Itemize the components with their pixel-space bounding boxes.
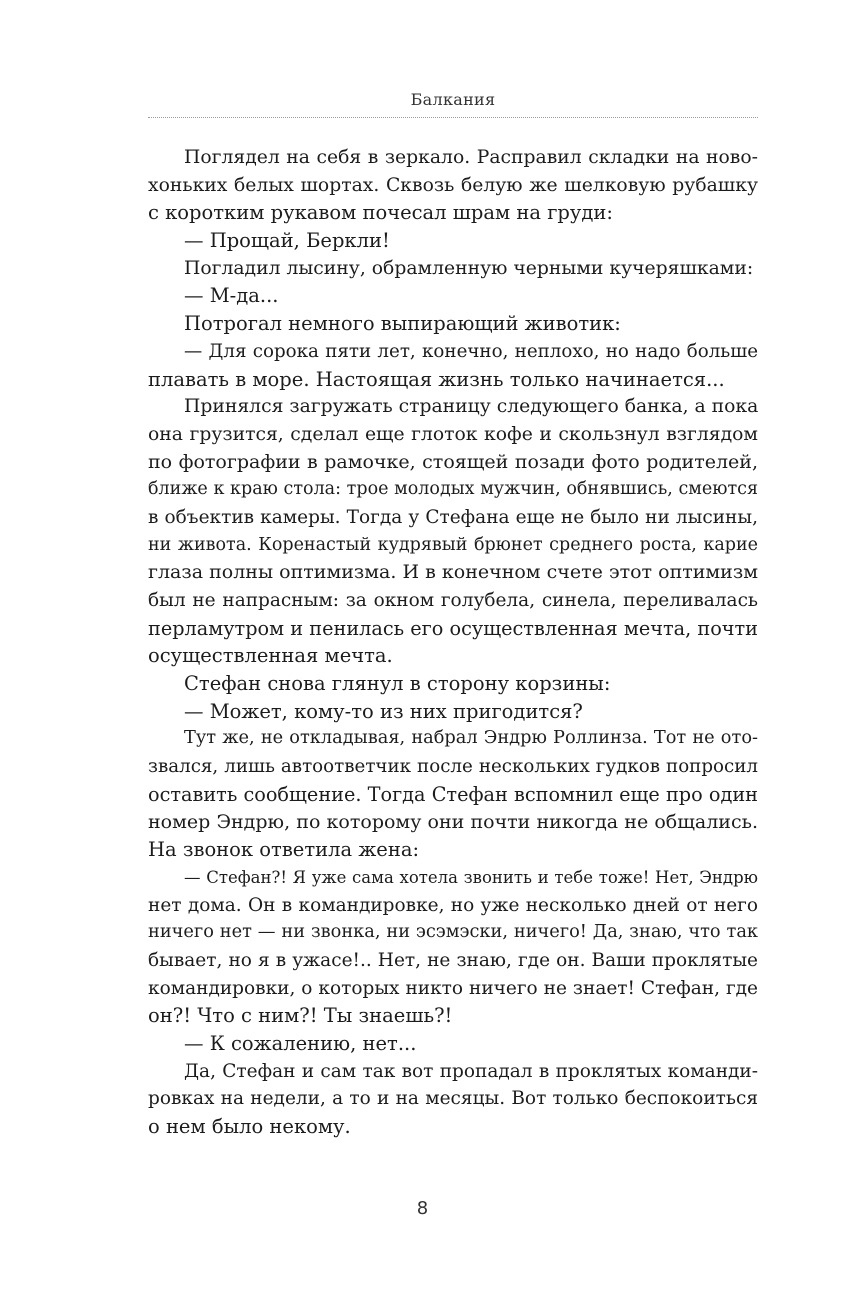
running-head: Балкания (410, 90, 496, 109)
text-line: ни живота. Коренастый кудрявый брюнет среднего роста, карие (148, 534, 758, 555)
text-line: хоньких белых шортах. Сквозь белую же шелковую рубашку (148, 174, 758, 196)
text-line: плавать в море. Настоящая жизнь только начинается... (148, 367, 725, 391)
text-line: осуществленная мечта. (148, 644, 393, 668)
text-line: оставить сообщение. Тогда Стефан вспомнил еще про один (148, 782, 758, 806)
text-line: она грузится, сделал еще глоток кофе и скользнул взглядом (148, 423, 758, 445)
text-line: был не напрасным: за окном голубела, синела, переливалась (148, 590, 758, 611)
text-line: Потрогал немного выпирающий животик: (184, 312, 621, 336)
text-line: ровках на недели, а то и на месяцы. Вот только беспокоиться (148, 1088, 758, 1110)
text-line: Стефан снова глянул в сторону корзины: (184, 672, 611, 696)
text-line: Да, Стефан и сам так вот пропадал в проклятых команди- (184, 1060, 758, 1082)
text-line: о нем было некому. (148, 1115, 351, 1139)
text-line: — К сожалению, нет... (184, 1032, 417, 1055)
text-line: с коротким рукавом почесал шрам на груди: (148, 201, 613, 225)
text-line: Погладил лысину, обрамленную черными кучеряшками: (184, 257, 754, 279)
text-line: Тут же, не откладывая, набрал Эндрю Роллинза. Тот не ото- (184, 728, 758, 749)
text-line: нет дома. Он в командировке, но уже несколько дней от него (148, 894, 758, 916)
text-line: бывает, но я в ужасе!.. Нет, не знаю, где он. Ваши проклятые (148, 949, 758, 971)
text-line: перламутром и пенилась его осуществленная мечта, почти (148, 616, 758, 640)
text-line: ближе к краю стола: трое молодых мужчин, обнявшись, смеются (148, 479, 758, 500)
text-line: он?! Что с ним?! Ты знаешь?! (148, 1004, 453, 1028)
text-line: — Стефан?! Я уже сама хотела звонить и тебе тоже! Нет, Эндрю (184, 867, 758, 887)
page-number: 8 (416, 1198, 429, 1219)
text-line: по фотографии в рамочке, стоящей позади фото родителей, (148, 450, 758, 473)
header-divider (148, 117, 758, 118)
text-line: в объектив камеры. Тогда у Стефана еще не было ни лысины, (148, 506, 758, 528)
text-line: — Прощай, Беркли! (184, 229, 390, 253)
text-line: командировки, о которых никто ничего не знает! Стефан, где (148, 977, 758, 999)
text-line: Принялся загружать страницу следующего банка, а пока (184, 396, 759, 418)
body-text (148, 144, 758, 1141)
text-line: глаза полны оптимизма. И в конечном счете этот оптимизм (148, 561, 758, 584)
text-line: номер Эндрю, по которому они почти никогда не общались. (148, 810, 758, 833)
text-line: звался, лишь автоответчик после нескольких гудков попросил (148, 756, 758, 778)
text-line: — Может, кому-то из них пригодится? (184, 699, 583, 723)
text-line: ничего нет — ни звонка, ни эсэмэски, ничего! Да, знаю, что так (148, 922, 758, 943)
text-line: Поглядел на себя в зеркало. Расправил складки на ново- (184, 147, 758, 168)
text-line: На звонок ответила жена: (148, 838, 420, 862)
text-line: — Для сорока пяти лет, конечно, неплохо, но надо больше (184, 340, 758, 362)
text-line: — М-да... (184, 284, 279, 308)
